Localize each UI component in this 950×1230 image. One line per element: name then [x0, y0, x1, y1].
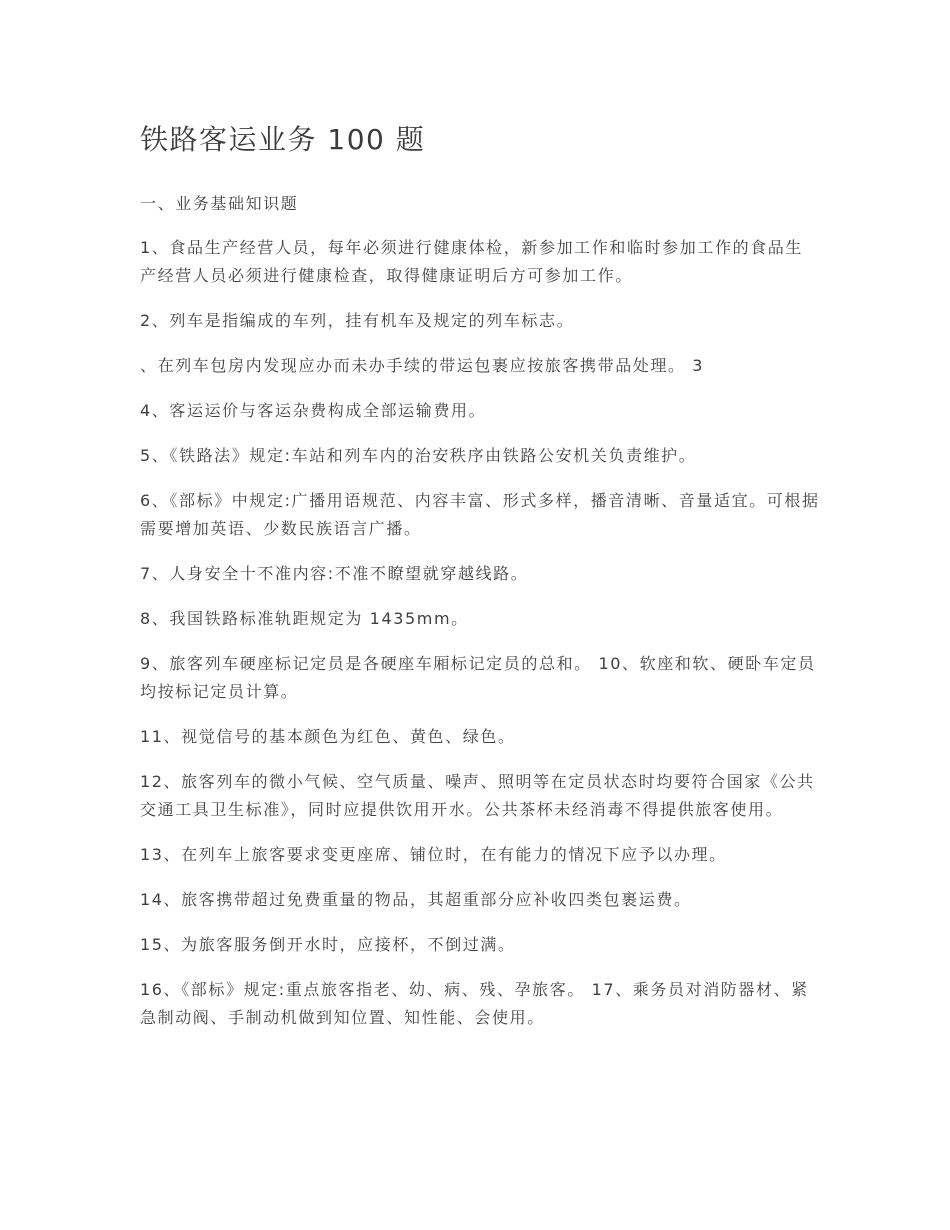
document-title: 铁路客运业务 100 题: [140, 123, 426, 156]
question-8: 8、我国铁路标准轨距规定为 1435mm。: [140, 609, 469, 628]
question-13: 13、在列车上旅客要求变更座席、铺位时，在有能力的情况下应予以办理。: [140, 845, 727, 864]
question-5: 5、《铁路法》规定:车站和列车内的治安秩序由铁路公安机关负责维护。: [140, 446, 697, 465]
question-2: 2、列车是指编成的车列，挂有机车及规定的列车标志。: [140, 311, 575, 330]
question-14: 14、旅客携带超过免费重量的物品，其超重部分应补收四类包裹运费。: [140, 890, 692, 909]
question-15: 15、为旅客服务倒开水时，应接杯，不倒过满。: [140, 935, 516, 954]
question-6: 6、《部标》中规定:广播用语规范、内容丰富、形式多样，播音清晰、音量适宜。可根据需要增加英语、少数民族语言广播。: [140, 491, 820, 538]
question-4: 4、客运运价与客运杂费构成全部运输费用。: [140, 401, 487, 420]
question-9-10: 9、旅客列车硬座标记定员是各硬座车厢标记定员的总和。 10、软座和软、硬卧车定员均按标记定员计算。: [140, 654, 816, 701]
question-3: 、在列车包房内发现应办而未办手续的带运包裹应按旅客携带品处理。 3: [140, 356, 705, 375]
question-1: 1、食品生产经营人员，每年必须进行健康体检，新参加工作和临时参加工作的食品生产经营人员必须进行健康检查，取得健康证明后方可参加工作。: [140, 238, 803, 285]
question-12: 12、旅客列车的微小气候、空气质量、噪声、照明等在定员状态时均要符合国家《公共交通工具卫生标准》，同时应提供饮用开水。公共茶杯未经消毒不得提供旅客使用。: [140, 772, 815, 819]
question-16-17: 16、《部标》规定:重点旅客指老、幼、病、残、孕旅客。 17、乘务员对消防器材、紧急制动阀、手制动机做到知位置、知性能、会使用。: [140, 980, 809, 1027]
question-11: 11、视觉信号的基本颜色为红色、黄色、绿色。: [140, 727, 516, 746]
question-7: 7、人身安全十不准内容:不准不瞭望就穿越线路。: [140, 564, 529, 583]
section-heading: 一、业务基础知识题: [140, 194, 299, 213]
